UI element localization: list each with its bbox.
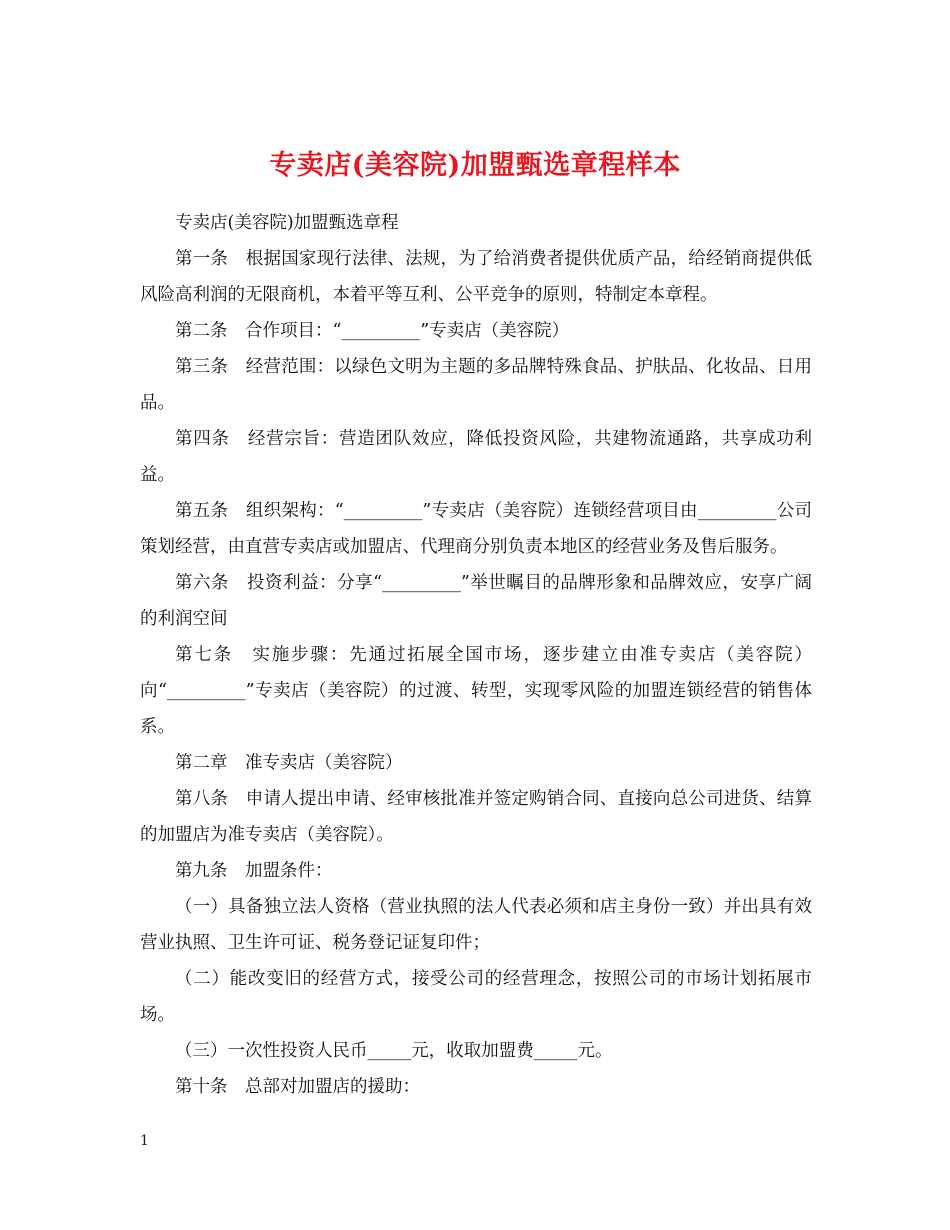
document-body xyxy=(140,205,812,1105)
paragraph-article-1: 第一条 根据国家现行法律、法规，为了给消费者提供优质产品，给经销商提供低风险高利润的无限商机，本着平等互利、公平竞争的原则，特制定本章程。 xyxy=(140,249,812,305)
paragraph-article-8: 第八条 申请人提出申请、经审核批准并签定购销合同、直接向总公司进货、结算的加盟店为准专卖店（美容院）。 xyxy=(140,789,812,845)
document-title: 专卖店(美容院)加盟甄选章程样本 xyxy=(269,150,681,182)
paragraph-article-6: 第六条 投资利益：分享“_________”举世瞩目的品牌形象和品牌效应，安享广阔的利润空间 xyxy=(140,573,812,629)
paragraph-article-9: 第九条 加盟条件： xyxy=(175,861,333,881)
paragraph-condition-3: （三）一次性投资人民币_____元，收取加盟费_____元。 xyxy=(175,1041,613,1061)
paragraph-article-10: 第十条 总部对加盟店的援助： xyxy=(175,1077,420,1097)
paragraph-article-2: 第二条 合作项目：“_________”专卖店（美容院） xyxy=(175,321,570,341)
paragraph-article-3: 第三条 经营范围：以绿色文明为主题的多品牌特殊食品、护肤品、化妆品、日用品。 xyxy=(140,357,812,413)
paragraph-article-5: 第五条 组织架构：“_________”专卖店（美容院）连锁经营项目由_________公司策划经营，由直营专卖店或加盟店、代理商分别负责本地区的经营业务及售后服务。 xyxy=(140,501,812,557)
paragraph-subtitle: 专卖店(美容院)加盟甄选章程 xyxy=(175,213,399,233)
page-number: 1 xyxy=(140,1133,149,1149)
paragraph-article-7: 第七条 实施步骤：先通过拓展全国市场，逐步建立由准专卖店（美容院）向“_________”专卖店（美容院）的过渡、转型，实现零风险的加盟连锁经营的销售体系。 xyxy=(140,645,812,737)
paragraph-condition-2: （二）能改变旧的经营方式，接受公司的经营理念，按照公司的市场计划拓展市场。 xyxy=(140,969,812,1025)
chapter-heading-2: 第二章 准专卖店（美容院） xyxy=(175,753,403,773)
paragraph-condition-1: （一）具备独立法人资格（营业执照的法人代表必须和店主身份一致）并出具有效营业执照、卫生许可证、税务登记证复印件； xyxy=(140,897,812,953)
paragraph-article-4: 第四条 经营宗旨：营造团队效应，降低投资风险，共建物流通路，共享成功利益。 xyxy=(140,429,812,485)
